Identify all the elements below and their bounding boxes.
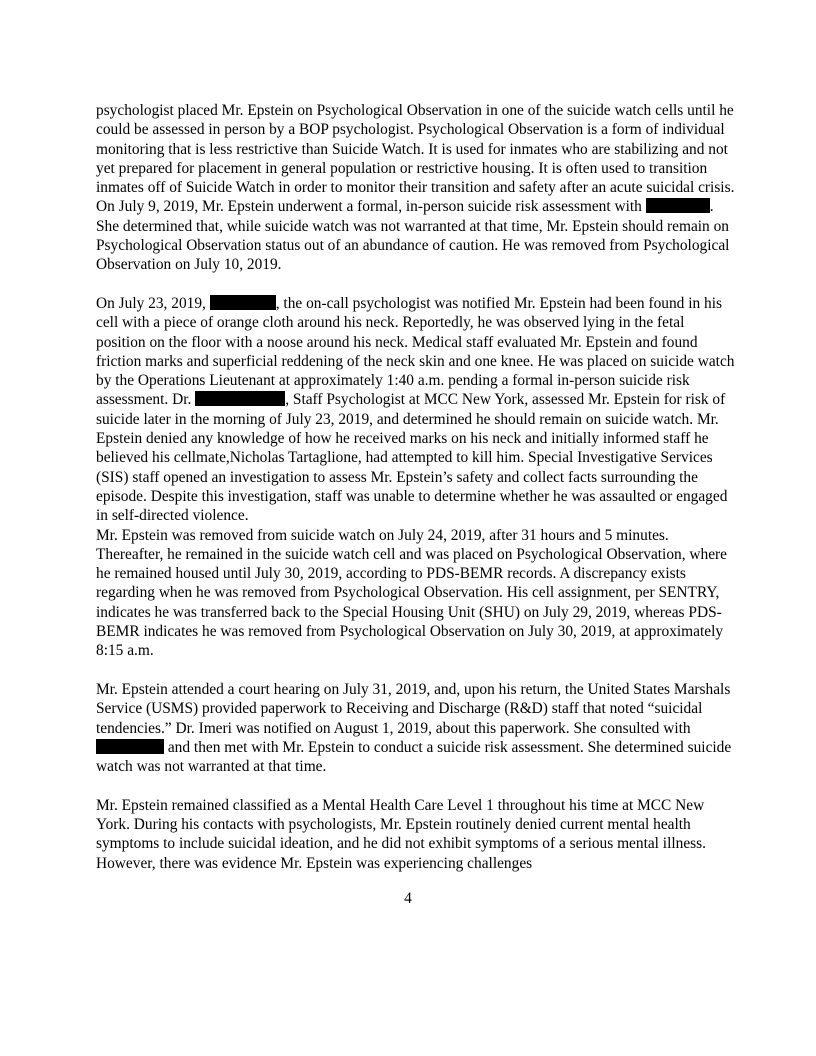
redaction-block bbox=[210, 295, 276, 310]
paragraph-text: psychologist placed Mr. Epstein on Psychological Observation in one of the suicide watch cells until he could be assessed in person by a BOP psychologist. Psychological Observation is a form of individual monitoring that is less restrictive than Suicide Watch. It is used for inmates who are stabilizing and not yet prepared for placement in general population or restrictive housing. It is often used to transition inmates off of Suicide Watch in order to monitor their transition and safety after an acute suicidal crisis. On July 9, 2019, Mr. Epstein underwent a formal, in-person suicide risk assessment with bbox=[96, 102, 735, 216]
paragraph-mental-health-level: Mr. Epstein remained classified as a Mental Health Care Level 1 throughout his time at MCC New York. During his contacts with psychologists, Mr. Epstein routinely denied current mental health symptoms to include suicidal ideation, and he did not exhibit symptoms of a serious mental illness. However, there was evidence Mr. Epstein was experiencing challenges bbox=[96, 796, 706, 872]
paragraph-text: Mr. Epstein attended a court hearing on July 31, 2019, and, upon his return, the United States Marshals Service (USMS) provided paperwork to Receiving and Discharge (R&D) staff that noted “suicidal tendencies.” Dr. Imeri was notified on August 1, 2019, about this paperwork. She consulted with bbox=[96, 680, 731, 737]
paragraph-text: . She determined that, while suicide watch was not warranted at that time, Mr. Epstein should remain on Psychological Observation status out of an abundance of caution. He was removed from Psychological Observation on July 10, 2019. bbox=[96, 198, 730, 274]
redaction-block bbox=[646, 198, 710, 213]
paragraph-text: On July 23, 2019, bbox=[96, 294, 210, 312]
document-body bbox=[96, 101, 736, 873]
page-number: 4 bbox=[404, 890, 412, 907]
paragraph-text: , Staff Psychologist at MCC New York, assessed Mr. Epstein for risk of suicide later in the morning of July 23, 2019, and determined he should remain on suicide watch. Mr. Epstein denied any knowledge of how he received marks on his neck and initially informed staff he believed his cellmate,Nicholas Tartaglione, had attempted to kill him. Special Investigative Services (SIS) staff opened an investigation to assess Mr. Epstein’s safety and collect facts surrounding the episode. Despite this investigation, staff was unable to determine whether he was assaulted or engaged in self-directed violence. bbox=[96, 391, 728, 525]
redaction-block bbox=[195, 391, 285, 406]
paragraph-text: , the on-call psychologist was notified Mr. Epstein had been found in his cell with a piece of orange cloth around his neck. Reportedly, he was observed lying in the fetal position on the floor with a noose around his neck. Medical staff evaluated Mr. Epstein and found friction marks and superficial reddening of the neck skin and one knee. He was placed on suicide watch by the Operations Lieutenant at approximately 1:40 a.m. pending a formal in-person suicide risk assessment. Dr. bbox=[96, 294, 735, 409]
paragraph-text: and then met with Mr. Epstein to conduct a suicide risk assessment. She determined suicide watch was not warranted at that time. bbox=[96, 738, 732, 776]
paragraph-court-hearing bbox=[96, 680, 736, 776]
redaction-block bbox=[96, 739, 164, 754]
paragraph-removed-from-suicide-watch: Mr. Epstein was removed from suicide watch on July 24, 2019, after 31 hours and 5 minutes. Thereafter, he remained in the suicide watch cell and was placed on Psychological Observation, where he remained housed until July 30, 2019, according to PDS-BEMR records. A discrepancy exists regarding when he was removed from Psychological Observation. His cell assignment, per SENTRY, indicates he was transferred back to the Special Housing Unit (SHU) on July 29, 2019, whereas PDS-BEMR indicates he was removed from Psychological Observation on July 30, 2019, at approximately 8:15 a.m. bbox=[96, 526, 728, 660]
paragraph-july-23-incident bbox=[96, 294, 736, 526]
paragraph-psychological-observation bbox=[96, 101, 736, 275]
